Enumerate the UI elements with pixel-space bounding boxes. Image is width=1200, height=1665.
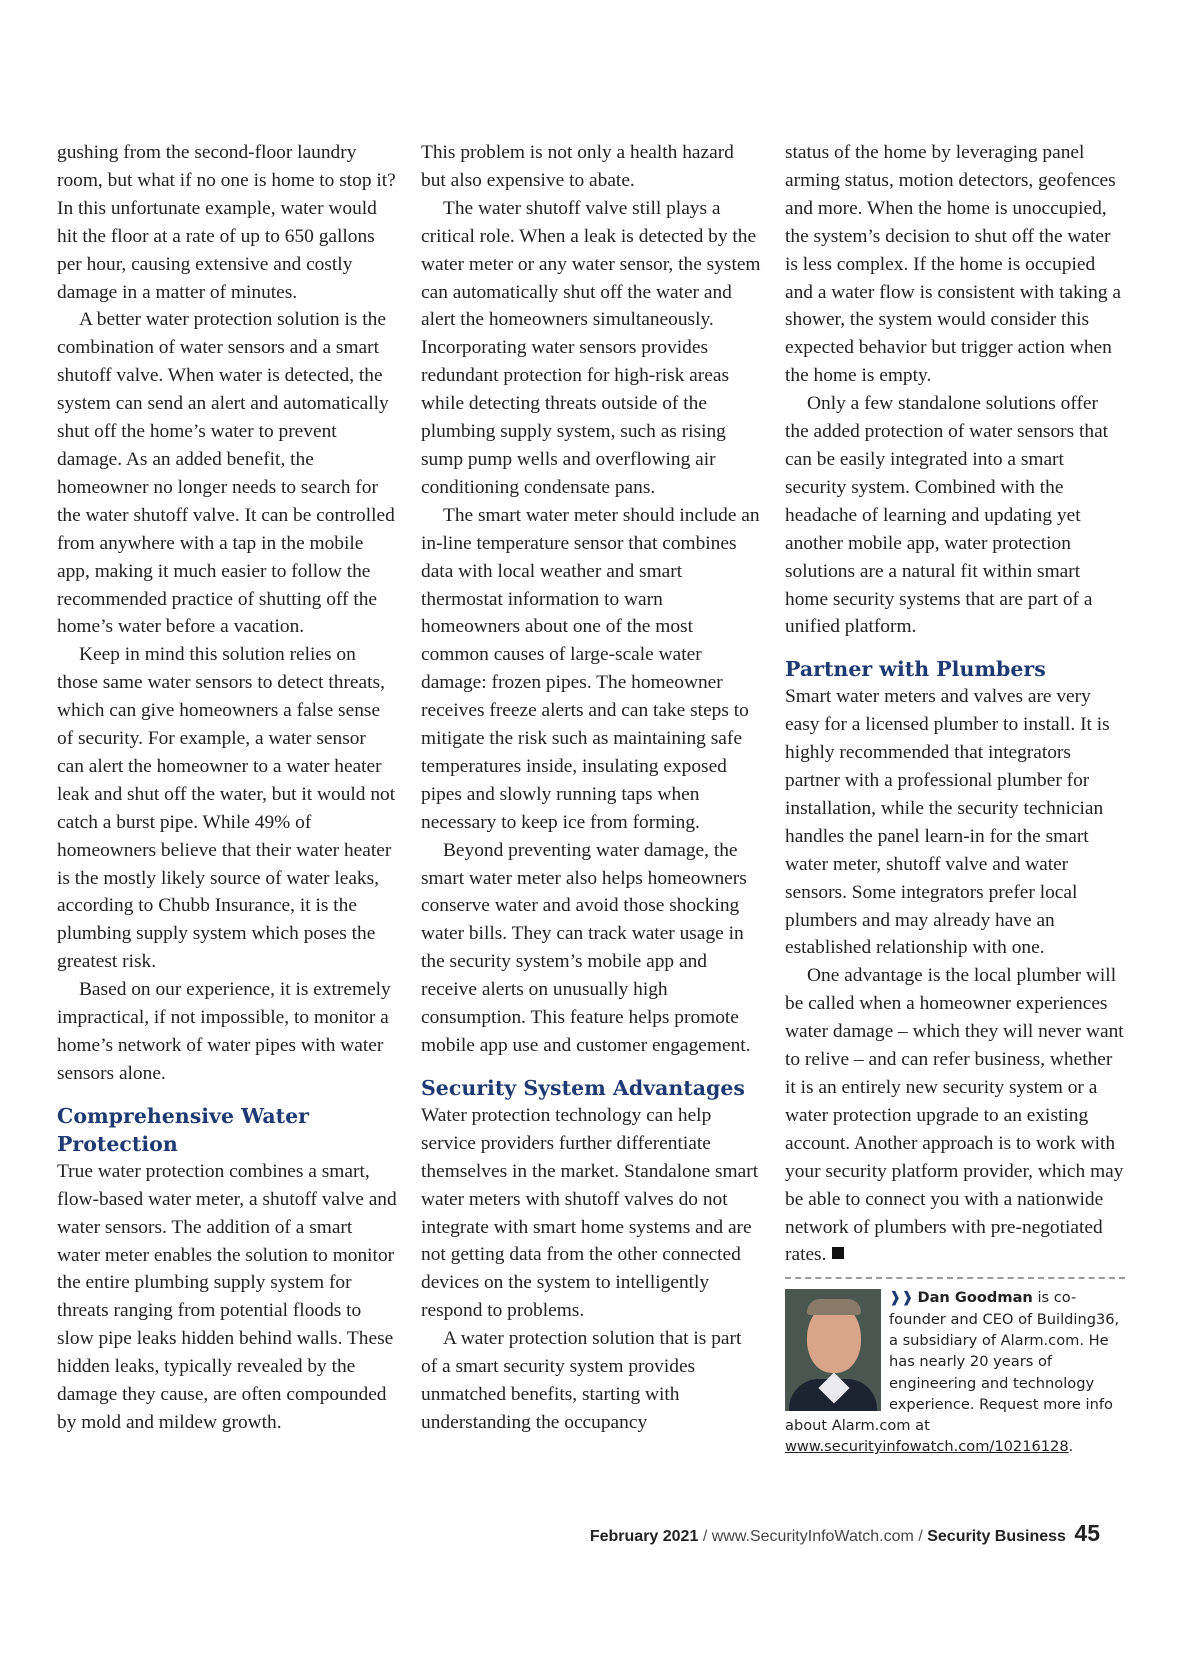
paragraph: Only a few standalone solutions offer the added protection of water sensors that can be easily integrated into a smart security system. Combined with the headache of learning and updating yet another mobile app, water protection solutions are a natural fit within smart home security systems that are part of a unified platform. (785, 393, 1109, 638)
paragraph-text: One advantage is the local plumber will be called when a homeowner experiences water damage – which they will never want to relive – and can refer business, whether it is an entirely new security system or a water protection upgrade to an existing account. Another approach is to work with your security platform provider, which may be able to connect you with a nationwide network of plumbers with pre-negotiated rates. (785, 965, 1124, 1266)
paragraph: The water shutoff valve still plays a critical role. When a leak is detected by the water meter or any water sensor, the system can automatically shut off the water and alert the homeowners simultaneously. Incorporating water sensors provides redundant protection for high-risk areas while detecting threats outside of the plumbing supply system, such as rising sump pump wells and overflowing air conditioning condensate pans. (421, 197, 761, 498)
paragraph (785, 962, 1125, 1269)
paragraph: Smart water meters and valves are very easy for a licensed plumber to install. It is highly recommended that integrators partner with a professional plumber for installation, while the security technician handles the panel learn-in for the smart water meter, shutoff valve and water sensors. Some integrators prefer local plumbers and may already have an established relationship with one. (785, 686, 1110, 959)
paragraph: gushing from the second-floor laundry room, but what if no one is home to stop it? In this unfortunate example, water would hit the floor at a rate of up to 650 gallons per hour, causing extensive and costly damage in a matter of minutes. (57, 142, 396, 303)
article-column-3 (785, 139, 1125, 1458)
paragraph: True water protection combines a smart, flow-based water meter, a shutoff valve and water sensors. The addition of a smart water meter enables the solution to monitor the entire plumbing supply system for threats ranging from potential floods to slow pipe leaks hidden behind walls. These hidden leaks, typically revealed by the damage they cause, are often compounded by mold and mildew growth. (57, 1160, 397, 1433)
section-heading-comprehensive-water-protection: Comprehensive Water Protection (57, 1103, 309, 1156)
double-chevron-icon: ❱❱ (889, 1289, 914, 1307)
paragraph: Based on our experience, it is extremely impractical, if not impossible, to monitor a home’s network of water pipes with water sensors alone. (57, 979, 391, 1084)
paragraph: status of the home by leveraging panel arming status, motion detectors, geofences and more. When the home is unoccupied, the system’s decision to shut off the water is less complex. If the home is occupied and a water flow is consistent with taking a shower, the system would consider this expected behavior but trigger action when the home is empty. (785, 142, 1122, 387)
paragraph: Water protection technology can help service providers further differentiate themselves in the market. Standalone smart water meters with shutoff valves do not integrate with smart home systems and are not getting data from the other connected devices on the system to intelligently respond to problems. (421, 1104, 759, 1322)
paragraph: Beyond preventing water damage, the smart water meter also helps homeowners conserve water and avoid those shocking water bills. They can track water usage in the security system’s mobile app and receive alerts on unusually high consumption. This feature helps promote mobile app use and customer engagement. (421, 839, 751, 1056)
website-url: www.SecurityInfoWatch.com (711, 1528, 914, 1545)
section-heading-partner-with-plumbers: Partner with Plumbers (785, 657, 1046, 682)
author-bio: ❱❱ Dan Goodman is co-founder and CEO of Building36, a subsidiary of Alarm.com. He has nearly 20 years of engineering and technology experience. Request more info about Alarm.com at www.securityinfowatch.com/10216128. (785, 1289, 1120, 1456)
paragraph: The smart water meter should include an in-line temperature sensor that combines data with local weather and smart thermostat information to warn homeowners about one of the most common causes of large-scale water damage: frozen pipes. The homeowner receives freeze alerts and can take steps to mitigate the risk such as maintaining safe temperatures inside, insulating exposed pipes and slowly running taps when necessary to keep ice from forming. (421, 504, 760, 833)
section-heading-security-system-advantages: Security System Advantages (421, 1075, 745, 1100)
page-number: 45 (1074, 1520, 1100, 1546)
page-footer: February 2021 / www.SecurityInfoWatch.com / Security Business 45 (589, 1520, 1100, 1546)
more-info-link[interactable]: www.securityinfowatch.com/10216128 (785, 1438, 1069, 1456)
dashed-divider (785, 1277, 1125, 1279)
article-column-1 (57, 139, 397, 1437)
paragraph: A water protection solution that is part of a smart security system provides unmatched benefits, starting with understanding the occupancy (421, 1328, 742, 1433)
paragraph: This problem is not only a health hazard but also expensive to abate. (421, 142, 734, 191)
magazine-name: Security Business (927, 1528, 1066, 1545)
end-of-article-mark (832, 1247, 844, 1259)
paragraph: Keep in mind this solution relies on those same water sensors to detect threats, which can give homeowners a false sense of security. For example, a water sensor can alert the homeowner to a water heater leak and shut off the water, but it would not catch a burst pipe. While 49% of homeowners believe that their water heater is the mostly likely source of water leaks, according to Chubb Insurance, it is the plumbing supply system which poses the greatest risk. (57, 644, 396, 973)
issue-date: February 2021 (589, 1528, 699, 1545)
paragraph: A better water protection solution is the combination of water sensors and a smart shutoff valve. When water is detected, the system can send an alert and automatically shut off the home’s water to prevent damage. As an added benefit, the homeowner no longer needs to search for the water shutoff valve. It can be controlled from anywhere with a tap in the mobile app, making it much easier to follow the recommended practice of shutting off the home’s water before a vacation. (57, 309, 395, 638)
author-photo (785, 1289, 881, 1411)
author-bio-text: is co-founder and CEO of Building36, a subsidiary of Alarm.com. He has nearly 20 years of engineering and technology experience. Request more info about Alarm.com at (785, 1289, 1120, 1435)
article-column-2 (421, 139, 761, 1437)
author-name: Dan Goodman (917, 1289, 1033, 1307)
